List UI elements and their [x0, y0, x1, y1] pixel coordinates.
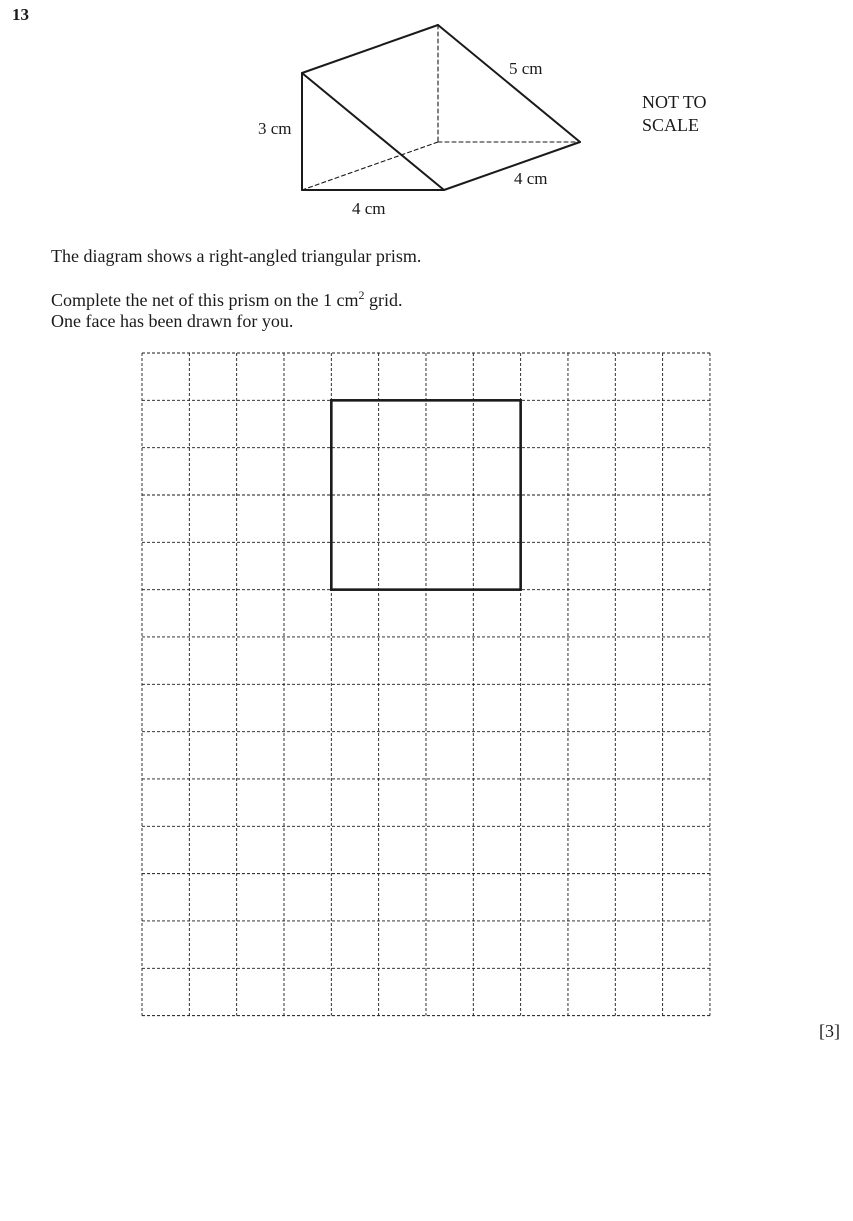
question-description: The diagram shows a right-angled triangular prism.	[51, 246, 422, 266]
hidden-edge-depth	[302, 142, 438, 190]
not-to-scale-line1: NOT TO	[642, 92, 707, 112]
label-base-width: 4 cm	[352, 199, 386, 218]
instruction-part2: grid.	[364, 290, 403, 310]
instruction-line1	[51, 290, 402, 311]
top-edge	[302, 25, 438, 73]
base-depth-edge	[444, 142, 580, 190]
prism-diagram	[250, 18, 560, 223]
front-hypotenuse-edge	[302, 73, 444, 190]
not-to-scale-note	[642, 91, 707, 137]
net-grid[interactable]	[142, 353, 710, 1017]
question-instruction	[51, 290, 402, 332]
instruction-line2: One face has been drawn for you.	[51, 311, 294, 331]
question-number: 13	[12, 5, 29, 24]
marks-allocation: [3]	[819, 1021, 840, 1041]
instruction-superscript: 2	[358, 288, 365, 302]
not-to-scale-line2: SCALE	[642, 115, 700, 135]
label-depth: 4 cm	[514, 169, 548, 188]
label-hypotenuse: 5 cm	[509, 59, 543, 78]
instruction-part1: Complete the net of this prism on the 1 cm	[51, 290, 359, 310]
back-hypotenuse-edge	[438, 25, 580, 142]
label-height: 3 cm	[258, 119, 292, 138]
